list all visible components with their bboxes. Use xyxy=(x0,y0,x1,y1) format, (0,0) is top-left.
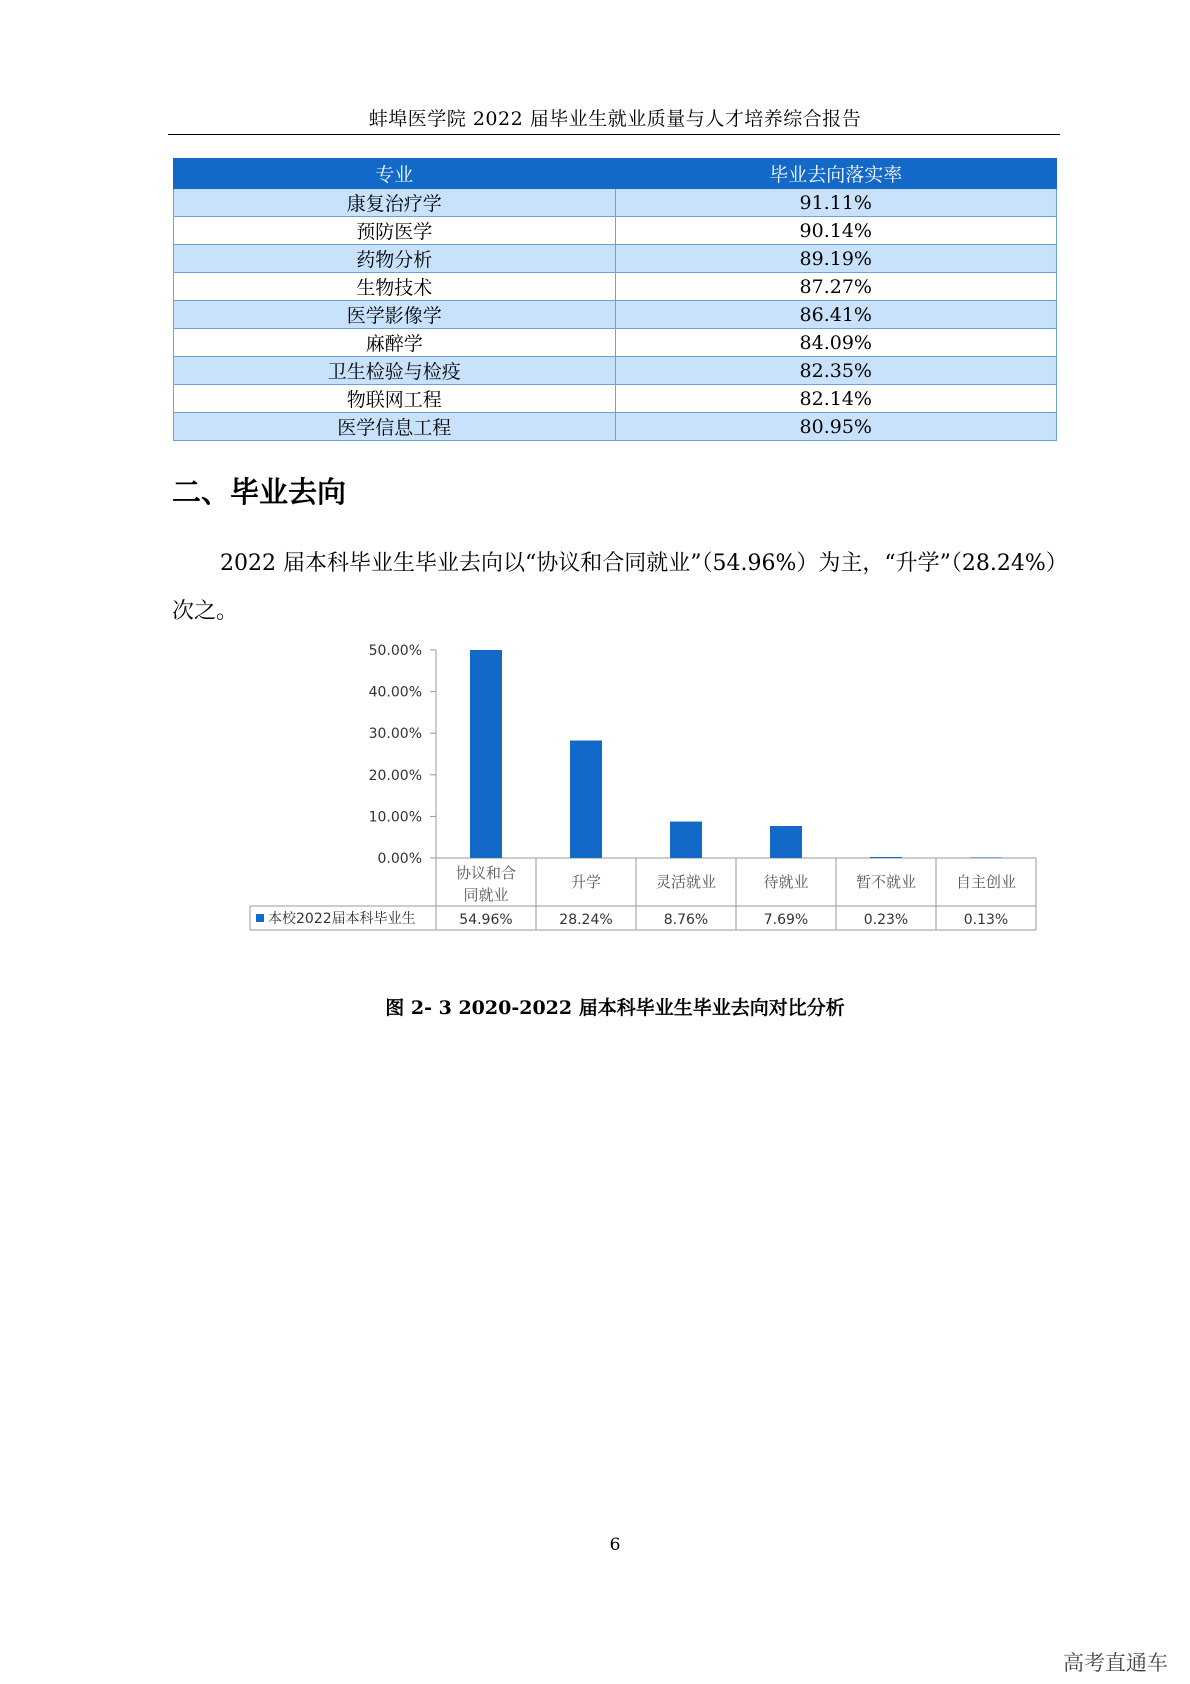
category-label: 协议和合 xyxy=(455,864,517,882)
rate-cell: 89.19% xyxy=(615,245,1057,273)
bar-2 xyxy=(670,822,702,858)
y-tick-label: 50.00% xyxy=(368,643,422,659)
table-row xyxy=(174,301,1057,329)
rate-cell: 82.35% xyxy=(615,357,1057,385)
major-cell: 卫生检验与检疫 xyxy=(174,357,616,385)
y-tick-label: 10.00% xyxy=(368,809,422,826)
data-value-label: 54.96% xyxy=(459,912,513,928)
major-cell: 物联网工程 xyxy=(174,385,616,413)
rate-cell: 87.27% xyxy=(615,273,1057,301)
watermark-text: 高考直通车 xyxy=(1063,1651,1168,1675)
table-row xyxy=(174,329,1057,357)
legend-swatch xyxy=(256,914,264,922)
y-tick-label: 20.00% xyxy=(368,767,422,784)
legend-series-name: 本校2022届本科毕业生 xyxy=(268,911,416,927)
bar-5 xyxy=(970,857,1002,858)
bar-3 xyxy=(770,826,802,858)
category-label: 待就业 xyxy=(763,873,809,891)
major-cell: 预防医学 xyxy=(174,217,616,245)
data-value-label: 8.76% xyxy=(663,912,709,928)
table-row xyxy=(174,245,1057,273)
y-tick-label: 40.00% xyxy=(368,684,422,701)
rate-cell: 90.14% xyxy=(615,217,1057,245)
table-row xyxy=(174,357,1057,385)
figure-caption: 图 2- 3 2020-2022 届本科毕业生毕业去向对比分析 xyxy=(385,997,845,1019)
rate-cell: 80.95% xyxy=(615,413,1057,441)
column-header-rate: 毕业去向落实率 xyxy=(615,159,1057,189)
data-value-label: 28.24% xyxy=(559,912,613,928)
rate-cell: 86.41% xyxy=(615,301,1057,329)
category-label: 自主创业 xyxy=(955,873,1017,891)
table-header-row xyxy=(174,159,1057,189)
major-cell: 医学信息工程 xyxy=(174,413,616,441)
major-cell: 药物分析 xyxy=(174,245,616,273)
major-cell: 医学影像学 xyxy=(174,301,616,329)
header-divider xyxy=(168,134,1060,135)
destination-bar-chart xyxy=(240,630,1040,950)
body-paragraph: 2022 届本科毕业生毕业去向以“协议和合同就业”（54.96%）为主，“升学”（28.24%）次之。 xyxy=(172,551,1057,624)
rate-cell: 82.14% xyxy=(615,385,1057,413)
report-header-title: 蚌埠医学院 2022 届毕业生就业质量与人才培养综合报告 xyxy=(368,108,862,130)
y-tick-label: 0.00% xyxy=(377,851,422,867)
category-label: 升学 xyxy=(570,873,602,891)
table-row xyxy=(174,413,1057,441)
bar-4 xyxy=(870,857,902,858)
major-cell: 麻醉学 xyxy=(174,329,616,357)
bar-0 xyxy=(470,650,502,858)
data-value-label: 0.13% xyxy=(963,912,1009,928)
bar-1 xyxy=(570,741,602,858)
category-label: 同就业 xyxy=(463,886,509,904)
table-row xyxy=(174,385,1057,413)
rate-cell: 84.09% xyxy=(615,329,1057,357)
table-row xyxy=(174,273,1057,301)
section-heading: 二、毕业去向 xyxy=(172,475,347,509)
data-value-label: 0.23% xyxy=(863,912,909,928)
employment-rate-table xyxy=(173,158,1057,441)
major-cell: 生物技术 xyxy=(174,273,616,301)
category-label: 暂不就业 xyxy=(855,873,917,891)
column-header-major: 专业 xyxy=(174,159,616,189)
rate-cell: 91.11% xyxy=(615,189,1057,217)
table-row xyxy=(174,189,1057,217)
chart-svg xyxy=(240,630,1040,950)
table-row xyxy=(174,217,1057,245)
y-tick-label: 30.00% xyxy=(368,726,422,743)
category-label: 灵活就业 xyxy=(655,873,717,891)
major-cell: 康复治疗学 xyxy=(174,189,616,217)
page-number: 6 xyxy=(609,1535,621,1555)
data-value-label: 7.69% xyxy=(763,912,809,928)
